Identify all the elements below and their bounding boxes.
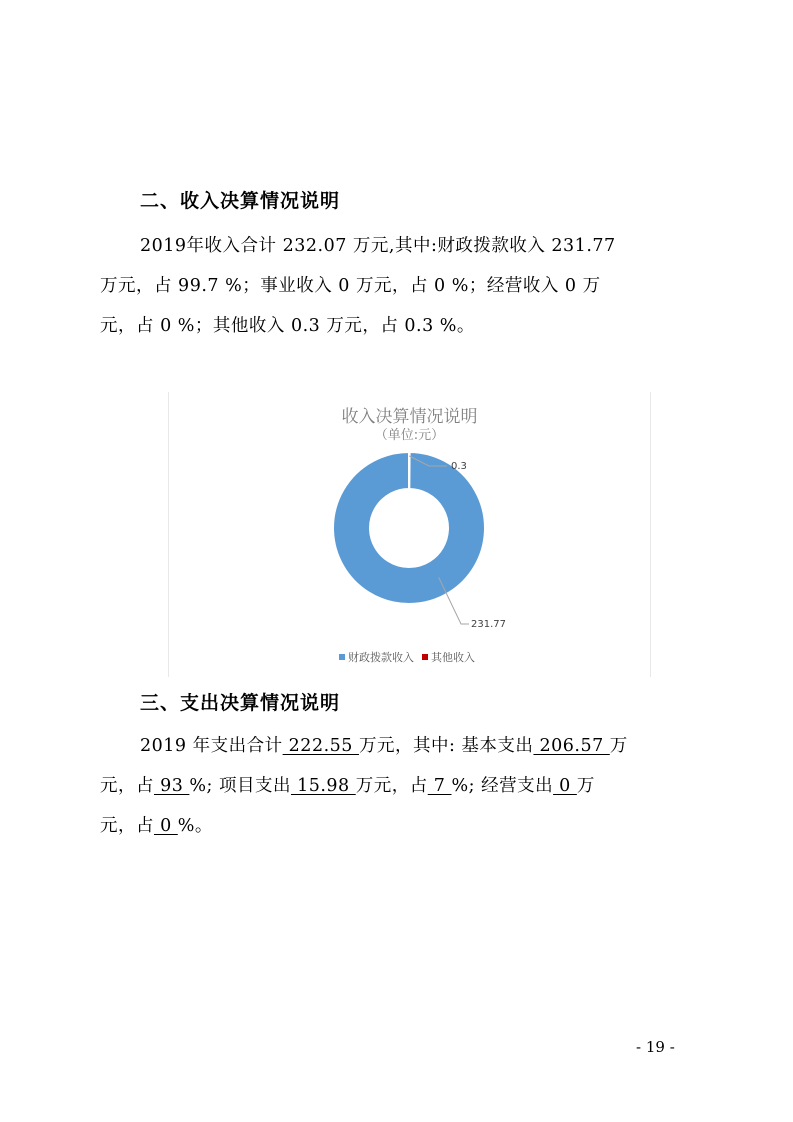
section3-line2 (100, 772, 595, 797)
section2-line3: 元，占 0 %；其他收入 0.3 万元，占 0.3 %。 (100, 316, 475, 336)
section2-line2: 万元，占 99.7 %；事业收入 0 万元，占 0 %；经营收入 0 万 (100, 276, 601, 296)
slice-财政拨款收入 (333, 452, 485, 604)
project-percent: 7 (427, 776, 452, 796)
project-expenditure: 15.98 (291, 776, 356, 796)
legend-label: 财政拨款收入 (348, 651, 414, 664)
text: %; 项目支出 (189, 776, 291, 796)
section3-heading: 三、支出决算情况说明 (140, 692, 341, 714)
text: 万 (576, 776, 595, 796)
income-chart (168, 392, 651, 677)
legend-swatch (339, 654, 345, 660)
chart-subtitle: （单位:元） (374, 428, 445, 443)
page-number: - 19 - (636, 1038, 675, 1056)
chart-title: 收入决算情况说明 (341, 407, 478, 427)
legend-swatch (422, 654, 428, 660)
text: %; 经营支出 (451, 776, 554, 796)
text: 万元，占 (355, 776, 428, 796)
section2-heading: 二、收入决算情况说明 (140, 190, 341, 212)
section2-line1: 2019年收入合计 232.07 万元,其中:财政拨款收入 231.77 (140, 236, 616, 256)
text: 万 (609, 736, 628, 756)
data-label: 0.3 (451, 461, 467, 472)
expenditure-total: 222.55 (282, 736, 359, 756)
text: 元，占 (100, 776, 154, 796)
text: %。 (177, 816, 213, 836)
chart-svg (169, 392, 650, 677)
operating-percent: 0 (154, 816, 178, 836)
operating-expenditure: 0 (553, 776, 577, 796)
text: 2019 年支出合计 (140, 736, 283, 756)
basic-percent: 93 (154, 776, 190, 796)
data-label: 231.77 (471, 619, 506, 630)
legend-label: 其他收入 (431, 651, 475, 664)
section3-line3 (100, 812, 213, 837)
basic-expenditure: 206.57 (533, 736, 610, 756)
section3-line1 (140, 732, 628, 757)
text: 元，占 (100, 816, 154, 836)
text: 万元，其中: 基本支出 (358, 736, 534, 756)
